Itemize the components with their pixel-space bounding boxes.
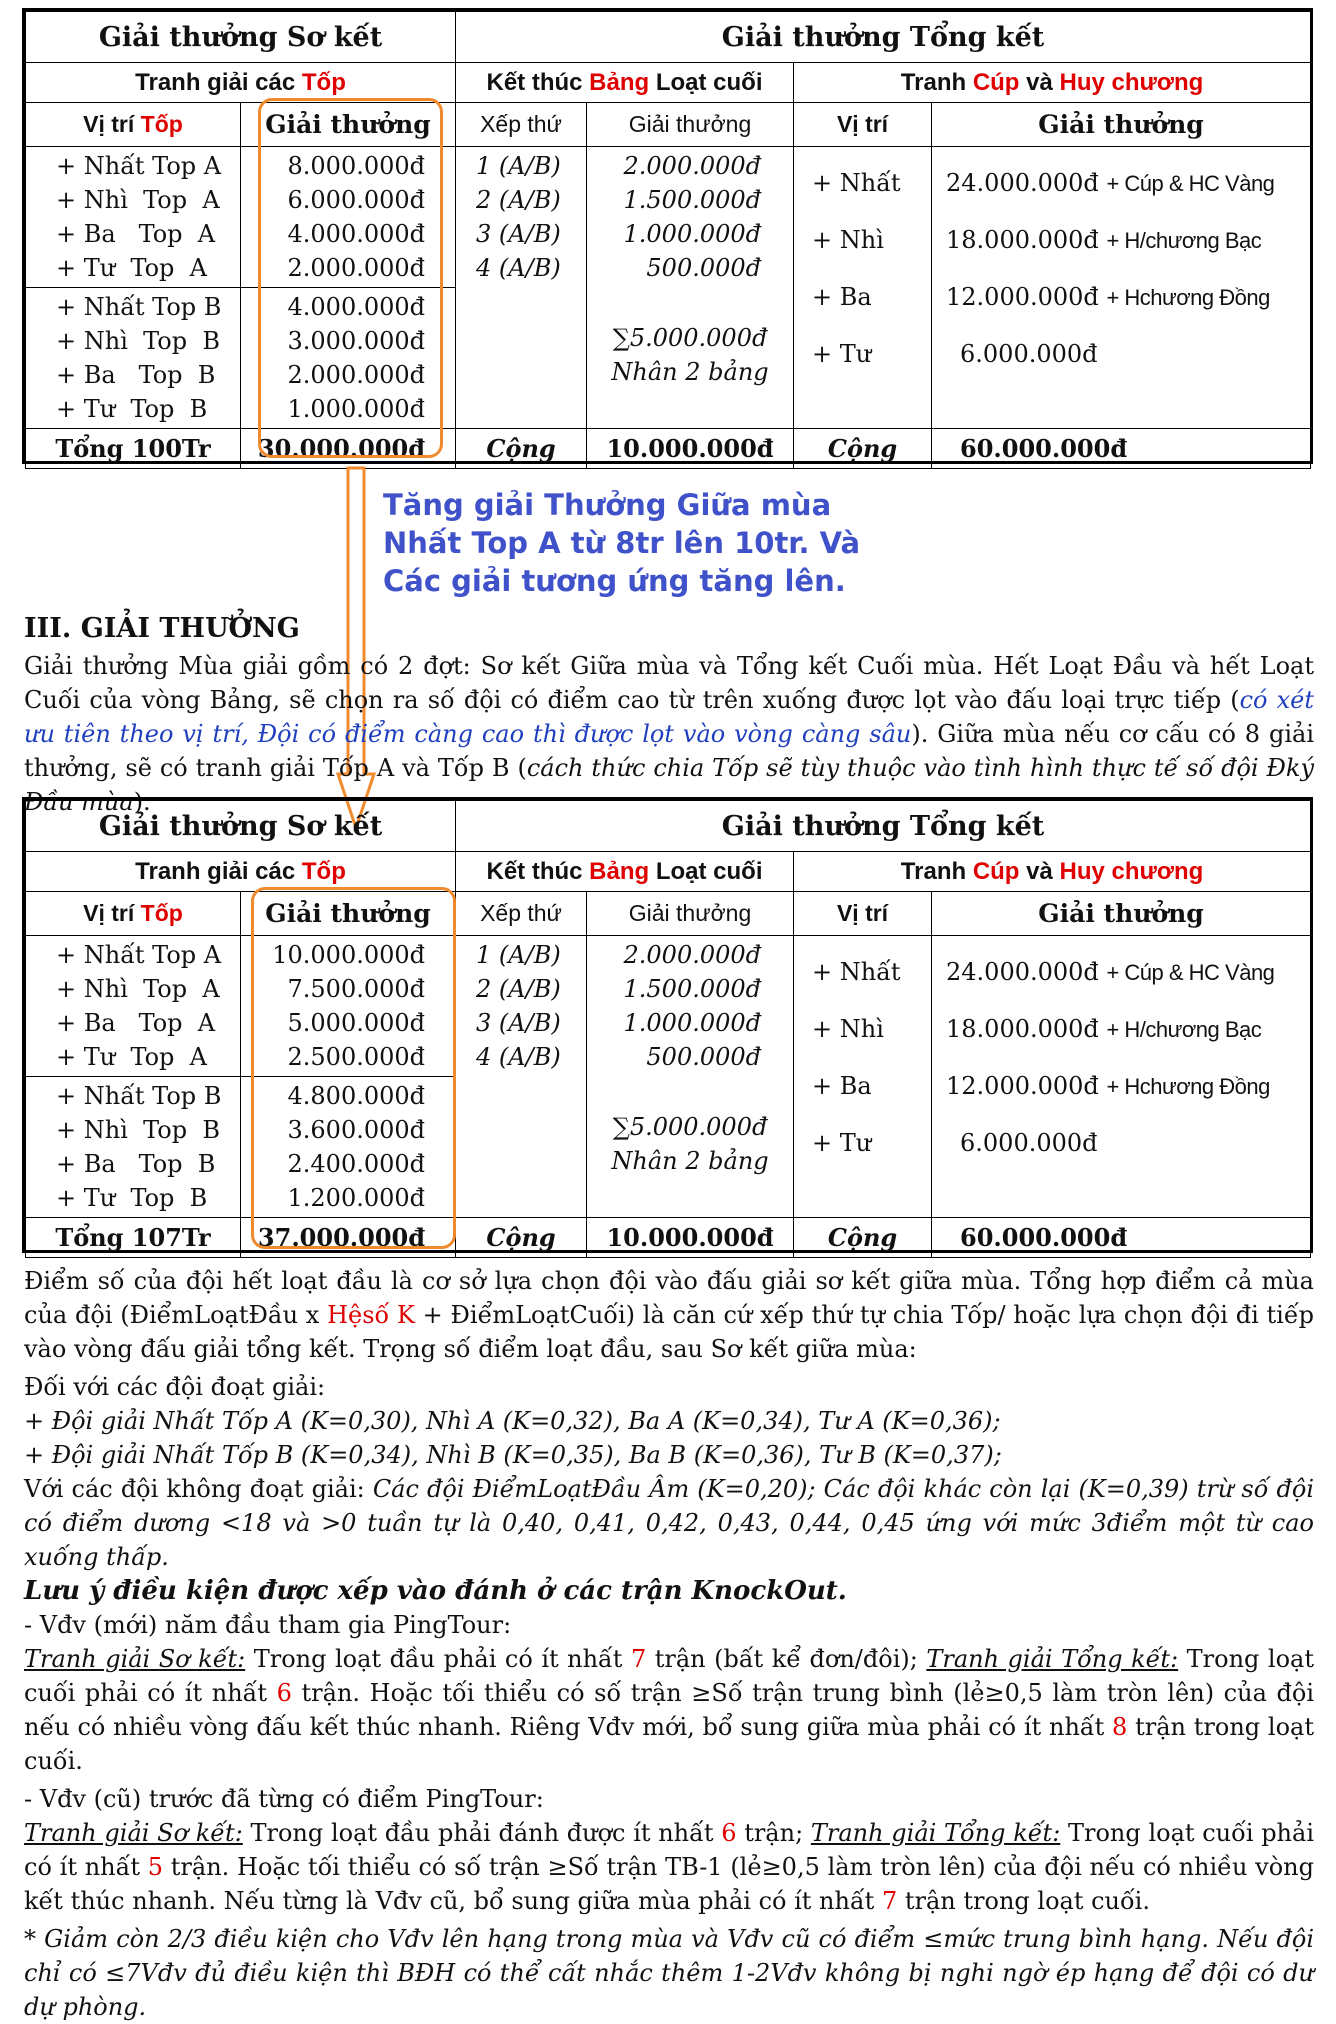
- sum-line: ∑5.000.000đ: [612, 324, 768, 352]
- sum-note: Nhân 2 bảng: [611, 1147, 769, 1175]
- final-amounts: [932, 936, 1311, 1218]
- list-item: 6.000.000đ: [287, 186, 426, 214]
- paragraph: Đối với các đội đoạt giải:: [24, 1373, 326, 1401]
- list-item: 3.000.000đ: [287, 327, 426, 355]
- cong-amount: 10.000.000đ: [587, 1218, 794, 1258]
- col-vitri-2: Vị trí: [794, 103, 932, 147]
- list-item: + Nhất Top A: [56, 941, 222, 969]
- increase-note: [383, 486, 860, 600]
- list-item: 24.000.000đ + Cúp & HC Vàng: [946, 958, 1275, 986]
- list-item: + Nhất Top B: [56, 293, 222, 321]
- list-item: + Tư Top A: [56, 254, 208, 282]
- prize-table-before: [22, 8, 1313, 464]
- tong-ket-title: Giải thưởng Tổng kết: [456, 801, 1311, 852]
- section-title: III. GIẢI THƯỞNG: [24, 613, 300, 644]
- list-item: + Ba: [812, 1072, 872, 1100]
- prize-table-after: [22, 797, 1313, 1253]
- list-item: 4.000.000đ: [287, 293, 426, 321]
- list-item: + Nhì Top A: [56, 975, 220, 1003]
- paragraph: Với các đội không đoạt giải: Các đội ĐiểmLoạtĐầu Âm (K=0,20); Các đội khác còn lại (K=0,39) trừ số đội có điểm dương <18 và >0 tuần tự là 0,40, 0,41, 0,42, 0,43, 0,44, 0,45 ứng với mức 3điểm một từ cao xuống thấp.: [24, 1475, 1314, 1571]
- list-item: 8.000.000đ: [287, 152, 426, 180]
- paragraph: Lưu ý điều kiện được xếp vào đánh ở các trận KnockOut.: [24, 1576, 847, 1606]
- list-item: + Nhất Top A: [56, 152, 222, 180]
- list-item: + Tư Top B: [56, 1184, 208, 1212]
- list-item: 2.000.000đ: [623, 152, 762, 180]
- top-a-amounts: [241, 936, 456, 1077]
- list-item: + Ba Top B: [56, 361, 216, 389]
- col-vitri-2: Vị trí: [794, 892, 932, 936]
- list-item: 12.000.000đ + Hchương Đồng: [946, 283, 1270, 311]
- sum-note: Nhân 2 bảng: [611, 358, 769, 386]
- paragraph: Điểm số của đội hết loạt đầu là cơ sở lựa chọn đội vào đấu giải sơ kết giữa mùa. Tổng hợp điểm cả mùa của đội (ĐiểmLoạtĐầu x Hệsố K + ĐiểmLoạtCuối) là căn cứ xếp thứ tự chia Tốp/ hoặc lựa chọn đội đi tiếp vào vòng đấu giải tổng kết. Trọng số điểm loạt đầu, sau Sơ kết giữa mùa:: [24, 1267, 1314, 1363]
- total-amount: 37.000.000đ: [241, 1218, 456, 1258]
- top-b-amounts: [241, 1077, 456, 1218]
- list-item: 500.000đ: [646, 254, 762, 282]
- list-item: 12.000.000đ + Hchương Đồng: [946, 1072, 1270, 1100]
- paragraph: - Vđv (mới) năm đầu tham gia PingTour:: [24, 1611, 512, 1639]
- ket-thuc-header: Kết thúc Bảng Loạt cuối: [456, 63, 794, 103]
- list-item: + Ba: [812, 283, 872, 311]
- cong-amount-2: 60.000.000đ: [932, 429, 1311, 469]
- list-item: + Tư: [812, 340, 872, 368]
- paragraph: Tranh giải Sơ kết: Trong loạt đầu phải có ít nhất 7 trận (bất kể đơn/đôi); Tranh giải Tổng kết: Trong loạt cuối phải có ít nhất 6 trận. Hoặc tối thiểu có số trận ≥Số trận trung bình (lẻ≥0,5 làm tròn lên) của đội nếu có nhiều vòng đấu kết thúc nhanh. Riêng Vđv mới, bổ sung giữa mùa phải có ít nhất 8 trận trong loạt cuối.: [24, 1645, 1315, 1775]
- list-item: 2 (A/B): [476, 186, 561, 214]
- list-item: 1.200.000đ: [287, 1184, 426, 1212]
- paragraph: + Đội giải Nhất Tốp A (K=0,30), Nhì A (K=0,32), Ba A (K=0,34), Tư A (K=0,36);: [24, 1407, 1001, 1435]
- tranh-giai-header: Tranh giải các Tốp: [26, 63, 456, 103]
- top-a-positions: [26, 936, 241, 1077]
- intro-paragraph: Giải thưởng Mùa giải gồm có 2 đợt: Sơ kết Giữa mùa và Tổng kết Cuối mùa. Hết Loạt Đầu và hết Loạt Cuối của vòng Bảng, sẽ chọn ra số đội có điểm cao từ trên xuống được lọt vào đấu loại trực tiếp (có xét ưu tiên theo vị trí, Đội có điểm càng cao thì được lọt vào vòng càng sâu). Giữa mùa nếu cơ cấu có 8 giải thưởng, sẽ có tranh giải Tốp A và Tốp B (cách thức chia Tốp sẽ tùy thuộc vào tình hình thực tế số đội Đký Đầu mùa).: [24, 652, 1315, 816]
- list-item: 2.500.000đ: [287, 1043, 426, 1071]
- col-xep-thu: Xếp thứ: [456, 892, 587, 936]
- list-item: 2.400.000đ: [287, 1150, 426, 1178]
- list-item: + Nhất Top B: [56, 1082, 222, 1110]
- list-item: 2 (A/B): [476, 975, 561, 1003]
- list-item: 18.000.000đ + H/chương Bạc: [946, 1015, 1262, 1043]
- note-line: Nhất Top A từ 8tr lên 10tr. Và: [383, 526, 861, 560]
- list-item: + Tư: [812, 1129, 872, 1157]
- list-item: + Tư Top B: [56, 395, 208, 423]
- col-giai-thuong-3: Giải thưởng: [932, 892, 1311, 936]
- final-amounts: [932, 147, 1311, 429]
- top-b-positions: [26, 1077, 241, 1218]
- sum-line: ∑5.000.000đ: [612, 1113, 768, 1141]
- paragraph: + Đội giải Nhất Tốp B (K=0,34), Nhì B (K=0,35), Ba B (K=0,36), Tư B (K=0,37);: [24, 1441, 1002, 1469]
- list-item: 1.500.000đ: [623, 186, 762, 214]
- list-item: 1.000.000đ: [287, 395, 426, 423]
- note-line: Các giải tương ứng tăng lên.: [383, 564, 846, 598]
- rank-list: [456, 147, 587, 429]
- list-item: 1.500.000đ: [623, 975, 762, 1003]
- rank-amounts: [587, 936, 794, 1218]
- paragraph: Tranh giải Sơ kết: Trong loạt đầu phải đánh được ít nhất 6 trận; Tranh giải Tổng kết: Trong loạt cuối phải có ít nhất 5 trận. Hoặc tối thiểu có số trận ≥Số trận TB-1 (lẻ≥0,5 làm tròn lên) của đội nếu có nhiều vòng kết thúc nhanh. Nếu từng là Vđv cũ, bổ sung giữa mùa phải có ít nhất 7 trận trong loạt cuối.: [24, 1819, 1315, 1915]
- list-item: 2.000.000đ: [623, 941, 762, 969]
- list-item: 1.000.000đ: [623, 1009, 762, 1037]
- list-item: + Nhất: [812, 958, 901, 986]
- list-item: 18.000.000đ + H/chương Bạc: [946, 226, 1262, 254]
- list-item: + Ba Top A: [56, 1009, 216, 1037]
- list-item: 4.800.000đ: [287, 1082, 426, 1110]
- list-item: 4 (A/B): [476, 1043, 561, 1071]
- so-ket-title: Giải thưởng Sơ kết: [26, 12, 456, 63]
- list-item: + Nhì Top B: [56, 327, 220, 355]
- paragraph: * Giảm còn 2/3 điều kiện cho Vđv lên hạng trong mùa và Vđv cũ có điểm ≤mức trung bình hạng. Nếu đội chỉ có ≤7Vđv đủ điều kiện thì BĐH có thể cất nhắc thêm 1-2Vđv không bị nghi ngờ ép hạng để đội có dư dự phòng.: [24, 1925, 1314, 2021]
- list-item: 1.000.000đ: [623, 220, 762, 248]
- list-item: 6.000.000đ: [960, 1129, 1098, 1157]
- list-item: 3 (A/B): [476, 1009, 561, 1037]
- col-giai-thuong: Giải thưởng: [241, 892, 456, 936]
- list-item: 3.600.000đ: [287, 1116, 426, 1144]
- col-giai-thuong: Giải thưởng: [241, 103, 456, 147]
- list-item: 2.000.000đ: [287, 254, 426, 282]
- cong-label-2: Cộng: [794, 1218, 932, 1258]
- list-item: + Nhất: [812, 169, 901, 197]
- total-label: Tổng 107Tr: [26, 1218, 241, 1258]
- top-a-amounts: [241, 147, 456, 288]
- cong-amount-2: 60.000.000đ: [932, 1218, 1311, 1258]
- list-item: + Ba Top A: [56, 220, 216, 248]
- list-item: 4.000.000đ: [287, 220, 426, 248]
- list-item: 500.000đ: [646, 1043, 762, 1071]
- final-positions: [794, 147, 932, 429]
- so-ket-title: Giải thưởng Sơ kết: [26, 801, 456, 852]
- list-item: 1 (A/B): [476, 152, 561, 180]
- rank-list: [456, 936, 587, 1218]
- list-item: 3 (A/B): [476, 220, 561, 248]
- col-vitri: Vị trí Tốp: [26, 103, 241, 147]
- top-b-amounts: [241, 288, 456, 429]
- tranh-giai-header: Tranh giải các Tốp: [26, 852, 456, 892]
- rank-amounts: [587, 147, 794, 429]
- col-giai-thuong-2: Giải thưởng: [587, 892, 794, 936]
- ket-thuc-header: Kết thúc Bảng Loạt cuối: [456, 852, 794, 892]
- cong-label-2: Cộng: [794, 429, 932, 469]
- col-giai-thuong-2: Giải thưởng: [587, 103, 794, 147]
- paragraph: - Vđv (cũ) trước đã từng có điểm PingTour:: [24, 1785, 544, 1813]
- list-item: 1 (A/B): [476, 941, 561, 969]
- col-giai-thuong-3: Giải thưởng: [932, 103, 1311, 147]
- top-b-positions: [26, 288, 241, 429]
- rules-text: [24, 1264, 1314, 2024]
- note-line: Tăng giải Thưởng Giữa mùa: [383, 488, 832, 522]
- col-vitri: Vị trí Tốp: [26, 892, 241, 936]
- list-item: + Tư Top A: [56, 1043, 208, 1071]
- list-item: 24.000.000đ + Cúp & HC Vàng: [946, 169, 1275, 197]
- list-item: 6.000.000đ: [960, 340, 1098, 368]
- list-item: 4 (A/B): [476, 254, 561, 282]
- tong-ket-title: Giải thưởng Tổng kết: [456, 12, 1311, 63]
- list-item: + Nhì: [812, 1015, 884, 1043]
- cong-amount: 10.000.000đ: [587, 429, 794, 469]
- list-item: 2.000.000đ: [287, 361, 426, 389]
- list-item: 5.000.000đ: [287, 1009, 426, 1037]
- tranh-cup-header: Tranh Cúp và Huy chương: [794, 63, 1311, 103]
- cong-label: Cộng: [456, 429, 587, 469]
- total-amount: 30.000.000đ: [241, 429, 456, 469]
- cong-label: Cộng: [456, 1218, 587, 1258]
- col-xep-thu: Xếp thứ: [456, 103, 587, 147]
- list-item: + Ba Top B: [56, 1150, 216, 1178]
- list-item: 7.500.000đ: [287, 975, 426, 1003]
- list-item: + Nhì Top B: [56, 1116, 220, 1144]
- list-item: + Nhì: [812, 226, 884, 254]
- final-positions: [794, 936, 932, 1218]
- list-item: 10.000.000đ: [272, 941, 426, 969]
- list-item: + Nhì Top A: [56, 186, 220, 214]
- top-a-positions: [26, 147, 241, 288]
- tranh-cup-header: Tranh Cúp và Huy chương: [794, 852, 1311, 892]
- total-label: Tổng 100Tr: [26, 429, 241, 469]
